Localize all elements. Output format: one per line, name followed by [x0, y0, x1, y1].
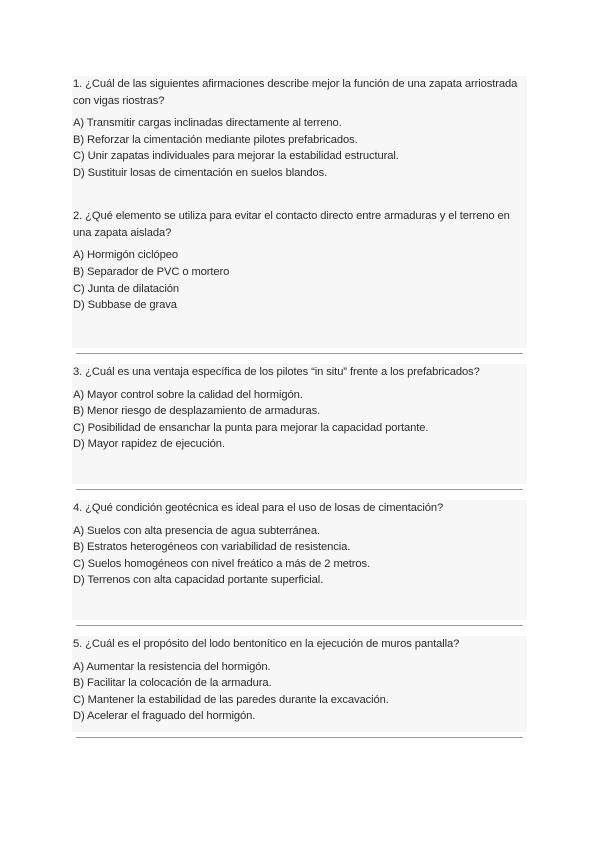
- question-1-option-d: D) Sustituir losas de cimentación en suelos blandos.: [73, 166, 328, 179]
- question-3-text: 3. ¿Cuál es una ventaja específica de los pilotes “in situ” frente a los prefabricados?: [73, 366, 480, 378]
- divider: [76, 625, 523, 626]
- question-block-1-2: [72, 76, 527, 348]
- question-5-option-d: D) Acelerar el fraguado del hormigón.: [73, 710, 256, 723]
- question-5-text: 5. ¿Cuál es el propósito del lodo bentonítico en la ejecución de muros pantalla?: [73, 638, 460, 650]
- divider: [76, 489, 523, 490]
- question-1-option-a: A) Transmitir cargas inclinadas directamente al terreno.: [73, 117, 342, 129]
- question-4-option-a: A) Suelos con alta presencia de agua subterránea.: [73, 524, 320, 537]
- question-2-option-b: B) Separador de PVC o mortero: [73, 265, 230, 278]
- question-3: [72, 364, 527, 484]
- question-2-text: 2. ¿Qué elemento se utiliza para evitar el contacto directo entre armaduras y el terreno en una zapata aislada?: [73, 210, 510, 239]
- question-3-option-d: D) Mayor rapidez de ejecución.: [73, 438, 225, 451]
- divider: [76, 737, 523, 738]
- question-4-option-c: C) Suelos homogéneos con nivel freático a más de 2 metros.: [73, 557, 371, 570]
- question-1-option-b: B) Reforzar la cimentación mediante pilotes prefabricados.: [73, 133, 358, 146]
- question-2-option-d: D) Subbase de grava: [73, 299, 177, 312]
- question-5-option-b: B) Facilitar la colocación de la armadura.: [73, 677, 272, 690]
- question-5-option-a: A) Aumentar la resistencia del hormigón.: [73, 660, 271, 673]
- divider: [76, 353, 523, 354]
- question-4: [72, 500, 527, 620]
- question-4-option-b: B) Estratos heterogéneos con variabilidad de resistencia.: [73, 541, 351, 554]
- question-3-option-b: B) Menor riesgo de desplazamiento de armaduras.: [73, 405, 321, 418]
- question-1-text: 1. ¿Cuál de las siguientes afirmaciones describe mejor la función de una zapata arriostrada con vigas riostras?: [73, 78, 518, 107]
- question-5-option-c: C) Mantener la estabilidad de las paredes durante la excavación.: [73, 693, 389, 706]
- question-1: [73, 76, 523, 181]
- question-3-option-c: C) Posibilidad de ensanchar la punta para mejorar la capacidad portante.: [73, 421, 429, 434]
- question-4-option-d: D) Terrenos con alta capacidad portante superficial.: [73, 574, 324, 587]
- question-2-option-c: C) Junta de dilatación: [73, 282, 180, 295]
- question-2-option-a: A) Hormigón ciclópeo: [73, 249, 178, 262]
- question-2: [73, 208, 523, 313]
- question-1-option-c: C) Unir zapatas individuales para mejorar la estabilidad estructural.: [73, 150, 399, 163]
- question-3-option-a: A) Mayor control sobre la calidad del hormigón.: [73, 388, 303, 401]
- question-5: [72, 636, 527, 732]
- question-4-text: 4. ¿Qué condición geotécnica es ideal para el uso de losas de cimentación?: [73, 502, 444, 514]
